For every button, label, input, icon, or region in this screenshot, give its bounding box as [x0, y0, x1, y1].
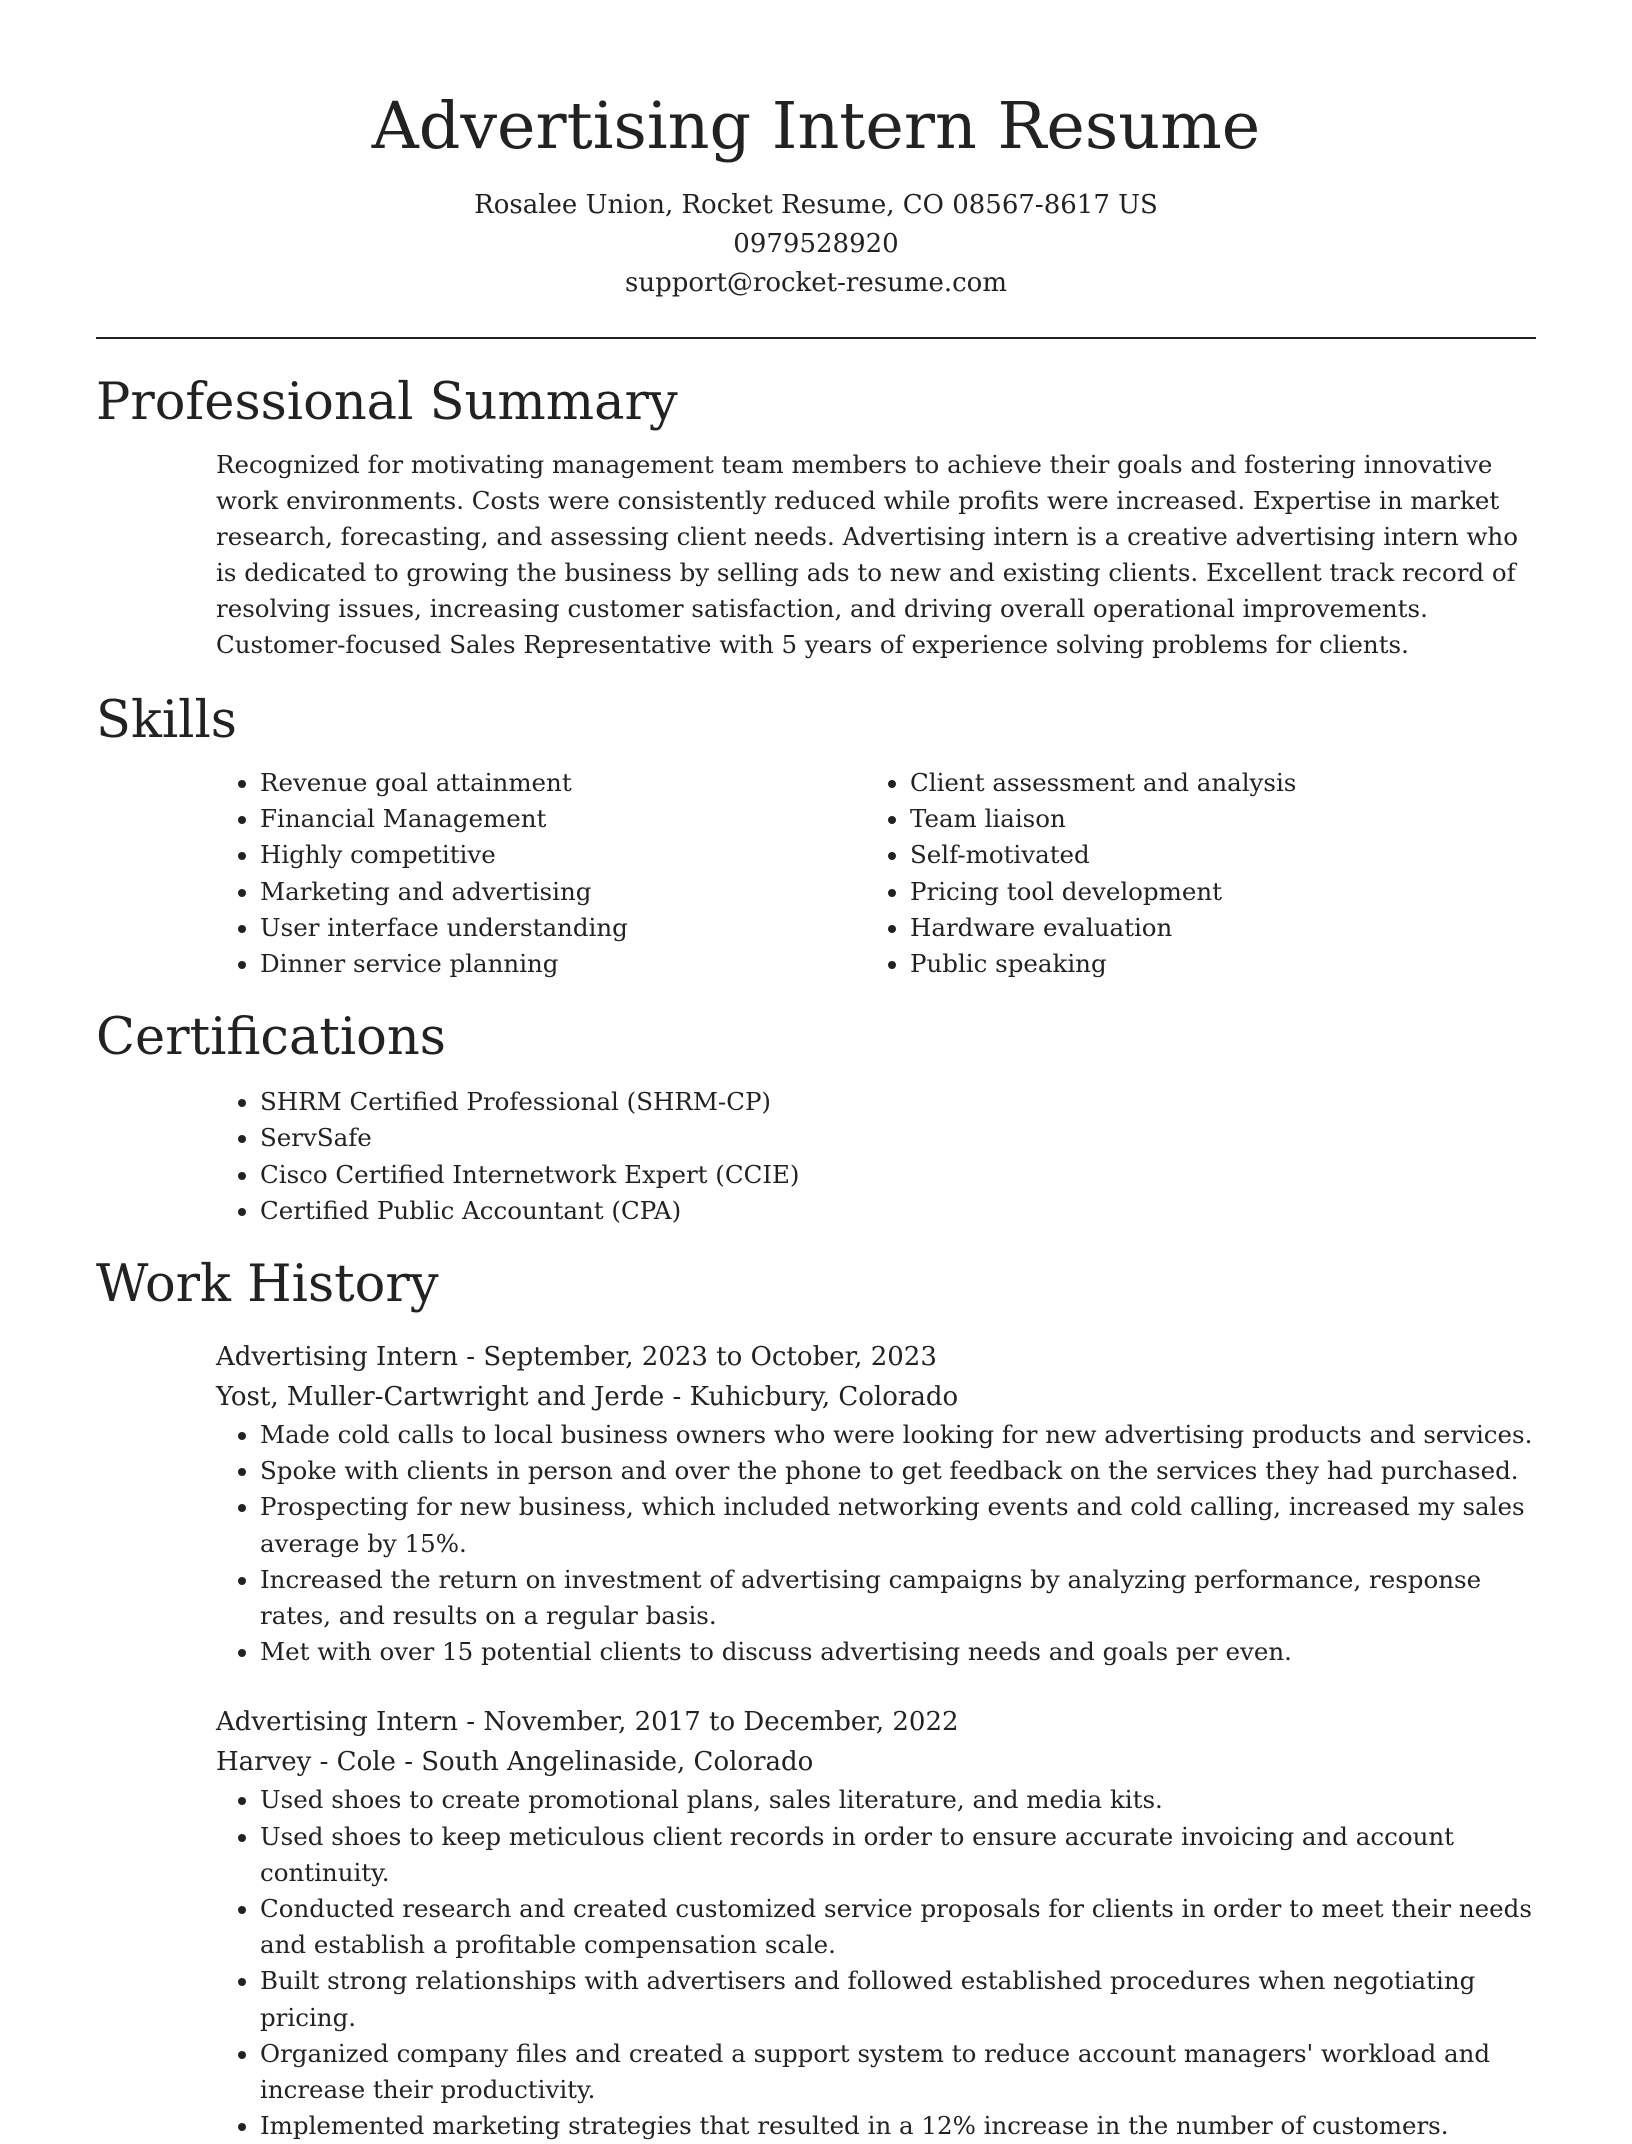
- skills-section: [96, 689, 1536, 982]
- skill-item: • Highly competitive: [260, 837, 866, 873]
- skill-item: • Hardware evaluation: [910, 910, 1516, 946]
- job-company-line: Harvey - Cole - South Angelinaside, Colorado: [216, 1747, 814, 1778]
- job-bullet: • Organized company files and created a support system to reduce account managers' workload and increase their productivity.: [260, 2036, 1536, 2108]
- resume-title: Advertising Intern Resume: [371, 89, 1261, 164]
- job-bullet: • Increased the return on investment of advertising campaigns by analyzing performance, response rates, and results on a regular basis.: [260, 1562, 1536, 1634]
- job-bullet: • Met with over 15 potential clients to discuss advertising needs and goals per even.: [260, 1634, 1536, 1670]
- skill-item: • Client assessment and analysis: [910, 765, 1516, 801]
- summary-section: [96, 371, 1536, 663]
- resume-header: [96, 0, 1536, 303]
- job-bullet: • Implemented marketing strategies that resulted in a 12% increase in the number of customers.: [260, 2108, 1536, 2144]
- skills-heading: Skills: [96, 691, 237, 750]
- summary-text: Recognized for motivating management team members to achieve their goals and fostering innovative work environments. Costs were consistently reduced while profits were increased. Expertise in market research, forecasting, and assessing client needs. Advertising intern is a creative advertising intern who is dedicated to growing the business by selling ads to new and existing clients. Excellent track record of resolving issues, increasing customer satisfaction, and driving overall operational improvements. Customer-focused Sales Representative with 5 years of experience solving problems for clients.: [216, 450, 1518, 659]
- skill-item: • Self-motivated: [910, 837, 1516, 873]
- certification-item: • SHRM Certified Professional (SHRM-CP): [260, 1084, 1536, 1120]
- job-title-line: Advertising Intern - November, 2017 to December, 2022: [216, 1707, 959, 1738]
- skill-item: • User interface understanding: [260, 910, 866, 946]
- job-bullet: • Built strong relationships with advertisers and followed established procedures when negotiating pricing.: [260, 1963, 1536, 2035]
- skill-item: • Marketing and advertising: [260, 874, 866, 910]
- skill-item: • Revenue goal attainment: [260, 765, 866, 801]
- certification-item: • Certified Public Accountant (CPA): [260, 1193, 1536, 1229]
- skills-grid: [96, 765, 1536, 982]
- job-bullet: • Used shoes to keep meticulous client records in order to ensure accurate invoicing and account continuity.: [260, 1819, 1536, 1891]
- job-bullet: • Prospecting for new business, which included networking events and cold calling, increased my sales average by 15%.: [260, 1489, 1536, 1561]
- job-bullet: • Used shoes to create promotional plans, sales literature, and media kits.: [260, 1782, 1536, 1818]
- header-divider: [96, 337, 1536, 339]
- job-bullet: • Made cold calls to local business owners who were looking for new advertising products and services.: [260, 1417, 1536, 1453]
- skill-item: • Dinner service planning: [260, 946, 866, 982]
- skill-item: • Financial Management: [260, 801, 866, 837]
- job-bullet: • Spoke with clients in person and over the phone to get feedback on the services they had purchased.: [260, 1453, 1536, 1489]
- job-bullet: • Conducted research and created customized service proposals for clients in order to meet their needs and establish a profitable compensation scale.: [260, 1891, 1536, 1963]
- skill-item: • Team liaison: [910, 801, 1516, 837]
- certification-item: • Cisco Certified Internetwork Expert (CCIE): [260, 1157, 1536, 1193]
- certifications-section: [96, 1006, 1536, 1229]
- contact-address: Rosalee Union, Rocket Resume, CO 08567-8617 US: [474, 190, 1158, 220]
- skills-column-left: [216, 765, 866, 982]
- contact-email: support@rocket-resume.com: [624, 268, 1007, 298]
- work-history-section: [96, 1253, 1536, 2144]
- job-company-line: Yost, Muller-Cartwright and Jerde - Kuhicbury, Colorado: [216, 1382, 959, 1413]
- summary-heading: Professional Summary: [96, 373, 678, 432]
- work-history-heading: Work History: [96, 1255, 439, 1315]
- job-title-line: Advertising Intern - September, 2023 to October, 2023: [216, 1342, 937, 1373]
- job-entry: [96, 1337, 1536, 1670]
- skill-item: • Pricing tool development: [910, 874, 1516, 910]
- job-entry: [96, 1702, 1536, 2144]
- contact-block: [96, 186, 1536, 303]
- certifications-heading: Certifications: [96, 1008, 446, 1068]
- certification-item: • ServSafe: [260, 1120, 1536, 1156]
- contact-phone: 0979528920: [733, 229, 899, 259]
- skills-column-right: [866, 765, 1516, 982]
- skill-item: • Public speaking: [910, 946, 1516, 982]
